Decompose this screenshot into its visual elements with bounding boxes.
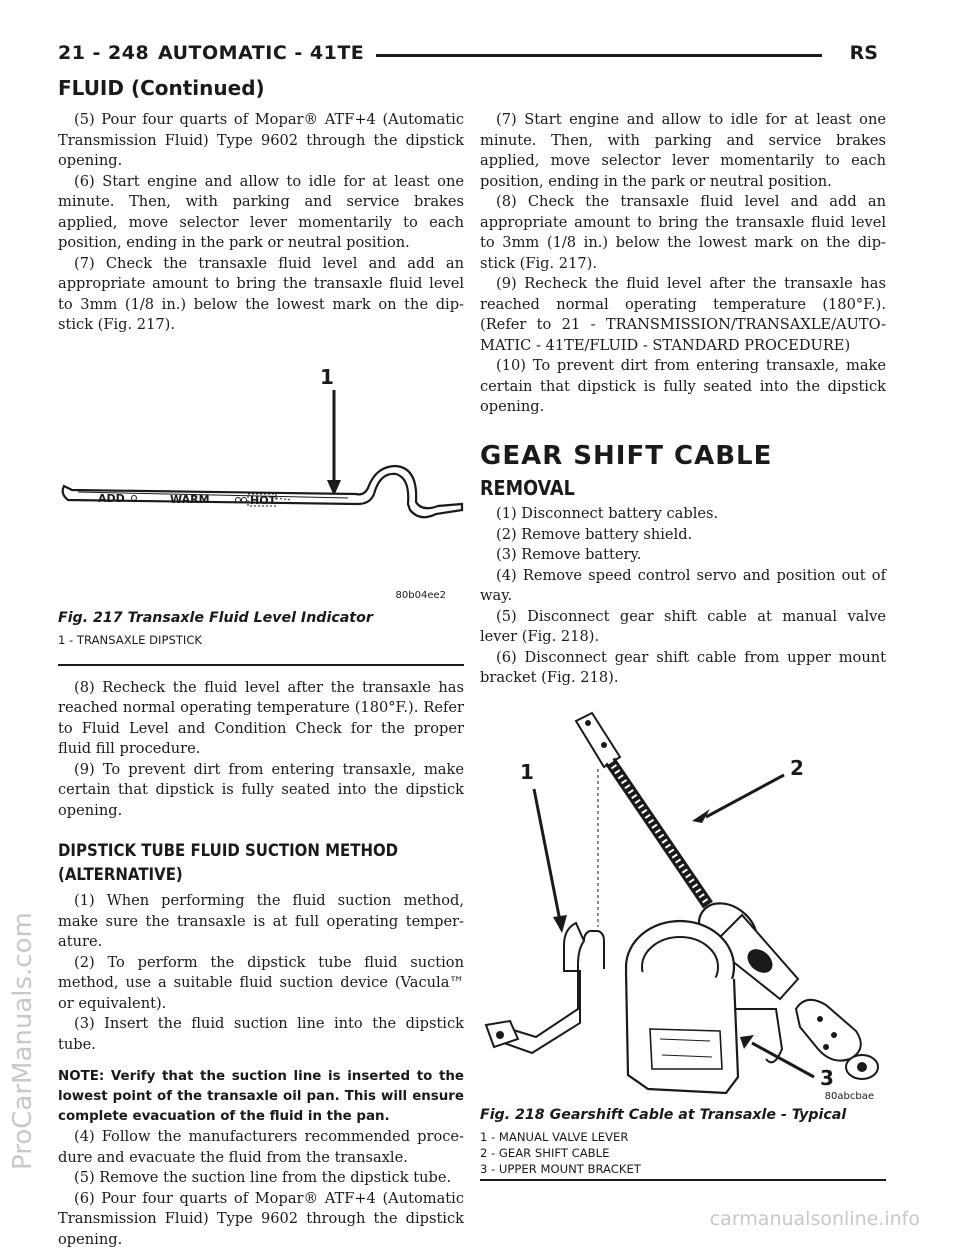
- paragraph: (1) When performing the fluid suction method, make sure the transaxle is at full operating temper-ature.: [58, 891, 464, 953]
- callout-3: 3: [820, 1066, 834, 1090]
- page-header: [58, 42, 878, 72]
- paragraph: (10) To prevent dirt from entering transaxle, make certain that dipstick is fully seated into the dipstick opening.: [480, 356, 886, 418]
- legend-item: 1 - MANUAL VALVE LEVER: [480, 1129, 886, 1145]
- paragraph: (1) Disconnect battery cables.: [480, 504, 886, 525]
- paragraph: (3) Remove battery.: [480, 545, 886, 566]
- paragraph: (5) Disconnect gear shift cable at manual valve lever (Fig. 218).: [480, 607, 886, 648]
- model-code: RS: [850, 42, 878, 64]
- section-heading: GEAR SHIFT CABLE: [480, 446, 886, 467]
- page-number: 21 - 248: [58, 42, 149, 64]
- figure-caption: Fig. 218 Gearshift Cable at Transaxle - Typical: [480, 1105, 886, 1126]
- paragraph: (9) To prevent dirt from entering transaxle, make certain that dipstick is fully seated into the dipstick opening.: [58, 760, 464, 822]
- figure-code: 80abcbae: [825, 1087, 874, 1108]
- figure-legend: [58, 632, 464, 651]
- callout-1: 1: [520, 760, 534, 784]
- watermark-left: ProCarManuals.com: [8, 912, 38, 1170]
- figure-code: 80b04ee2: [396, 586, 446, 607]
- paragraph: (8) Recheck the fluid level after the transaxle has reached normal operating temperature (180°F.). Refer to Fluid Level and Condition Check for the proper fluid fill procedure.: [58, 678, 464, 760]
- legend-item: 2 - GEAR SHIFT CABLE: [480, 1145, 886, 1161]
- paragraph: (3) Insert the fluid suction line into the dipstick tube.: [58, 1014, 464, 1055]
- figure-legend: [480, 1129, 886, 1180]
- paragraph: (4) Follow the manufacturers recommended proce-dure and evacuate the fluid from the transaxle.: [58, 1127, 464, 1168]
- paragraph: (6) Pour four quarts of Mopar® ATF+4 (Automatic Transmission Fluid) Type 9602 through the dipstick opening.: [58, 1189, 464, 1250]
- watermark-bottom: carmanualsonline.info: [710, 1208, 920, 1230]
- figure-218: [480, 709, 886, 1181]
- paragraph: (6) Disconnect gear shift cable from upper mount bracket (Fig. 218).: [480, 648, 886, 689]
- legend-item: 1 - TRANSAXLE DIPSTICK: [58, 632, 464, 648]
- figure-217: [58, 344, 464, 666]
- label-warm: WARM: [170, 493, 210, 506]
- paragraph: (6) Start engine and allow to idle for at least one minute. Then, with parking and service brakes applied, move selector lever momentarily to each position, ending in the park or neutral position.: [58, 172, 464, 254]
- subheading: DIPSTICK TUBE FLUID SUCTION METHOD (ALTERNATIVE): [58, 839, 463, 887]
- right-column: [480, 110, 886, 1181]
- header-rule: [376, 54, 822, 57]
- dipstick-illustration: [58, 344, 464, 606]
- continued-heading: FLUID (Continued): [58, 76, 265, 100]
- callout-2: 2: [790, 756, 804, 780]
- section-title: AUTOMATIC - 41TE: [158, 42, 364, 64]
- note: NOTE: Verify that the suction line is inserted to the lowest point of the transaxle oil pan. This will ensure complete evacuation of the fluid in the pan.: [58, 1067, 464, 1127]
- callout-1: 1: [320, 365, 334, 389]
- paragraph: (5) Pour four quarts of Mopar® ATF+4 (Automatic Transmission Fluid) Type 9602 through the dipstick opening.: [58, 110, 464, 172]
- paragraph: (7) Check the transaxle fluid level and add an appropriate amount to bring the transaxle fluid level to 3mm (1/8 in.) below the lowest mark on the dip-stick (Fig. 217).: [58, 254, 464, 336]
- paragraph: (2) Remove battery shield.: [480, 525, 886, 546]
- label-add: ADD: [98, 492, 125, 505]
- paragraph: (4) Remove speed control servo and position out of way.: [480, 566, 886, 607]
- legend-item: 3 - UPPER MOUNT BRACKET: [480, 1161, 886, 1177]
- figure-caption: Fig. 217 Transaxle Fluid Level Indicator: [58, 608, 464, 629]
- removal-heading: REMOVAL: [480, 476, 885, 500]
- paragraph: (2) To perform the dipstick tube fluid suction method, use a suitable fluid suction device (Vacula™ or equivalent).: [58, 953, 464, 1015]
- left-column: [58, 110, 464, 1250]
- gearshift-cable-illustration: [480, 709, 886, 1101]
- paragraph: (5) Remove the suction line from the dipstick tube.: [58, 1168, 464, 1189]
- paragraph: (7) Start engine and allow to idle for at least one minute. Then, with parking and service brakes applied, move selector lever momentarily to each position, ending in the park or neutral position.: [480, 110, 886, 192]
- paragraph: (9) Recheck the fluid level after the transaxle has reached normal operating temperature (180°F.). (Refer to 21 - TRANSMISSION/TRANSAXLE/AUTO-MATIC - 41TE/FLUID - STANDARD PROCEDURE): [480, 274, 886, 356]
- label-hot: HOT: [250, 494, 277, 507]
- paragraph: (8) Check the transaxle fluid level and add an appropriate amount to bring the transaxle fluid level to 3mm (1/8 in.) below the lowest mark on the dip-stick (Fig. 217).: [480, 192, 886, 274]
